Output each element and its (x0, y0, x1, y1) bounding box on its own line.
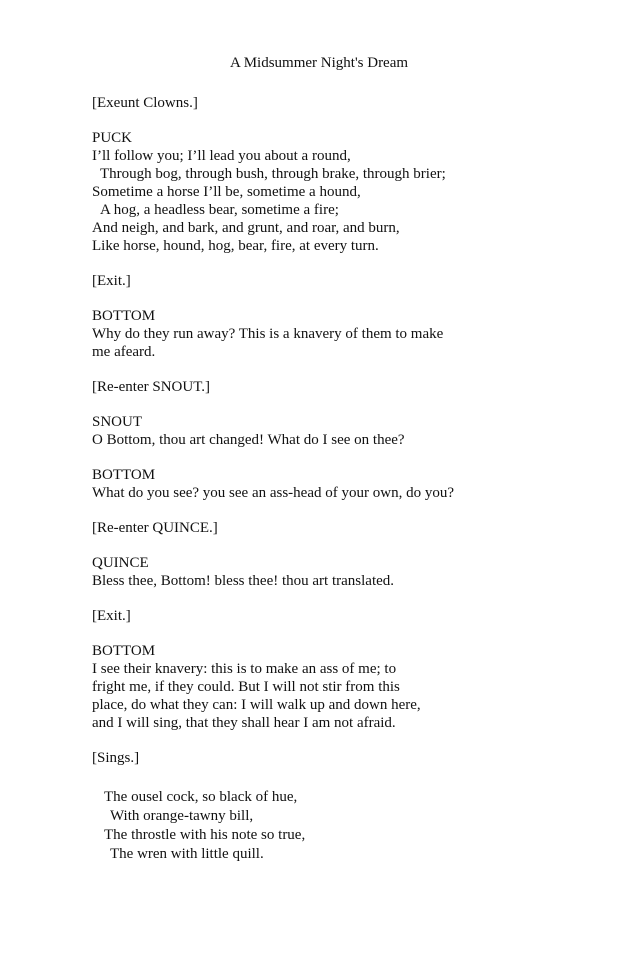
prose-line: O Bottom, thou art changed! What do I see on thee? (92, 432, 405, 448)
text-line: [Sings.] (92, 750, 140, 766)
text-line: [Exit.] (92, 608, 131, 624)
verse-line: A hog, a headless bear, sometime a fire; (100, 202, 339, 218)
speech-bottom (92, 466, 592, 502)
page-title: A Midsummer Night's Dream (229, 55, 409, 71)
speech-puck (92, 129, 592, 255)
text-line: [Exit.] (92, 273, 131, 289)
speaker-name: QUINCE (92, 555, 149, 571)
prose-line: What do you see? you see an ass-head of your own, do you? (92, 485, 454, 501)
stage-direction (92, 272, 592, 290)
verse-line: Through bog, through bush, through brake, through brier; (100, 166, 446, 182)
text-line: [Re-enter QUINCE.] (92, 520, 218, 536)
stage-direction (92, 749, 592, 767)
speaker-name: SNOUT (92, 414, 143, 430)
verse-line: Sometime a horse I’ll be, sometime a hound, (92, 184, 361, 200)
song-line: The wren with little quill. (110, 846, 264, 862)
prose-line: fright me, if they could. But I will not stir from this (92, 679, 400, 695)
text-line: [Exeunt Clowns.] (92, 95, 198, 111)
speaker-name: BOTTOM (92, 467, 156, 483)
verse-line: Like horse, hound, hog, bear, fire, at every turn. (92, 238, 379, 254)
speaker-name: PUCK (92, 130, 133, 146)
verse-line: And neigh, and bark, and grunt, and roar, and burn, (92, 220, 400, 236)
song-line: With orange-tawny bill, (110, 808, 254, 824)
song-line: The ousel cock, so black of hue, (104, 789, 298, 805)
play-text (92, 94, 592, 881)
song-verse (92, 788, 592, 864)
speech-bottom (92, 642, 592, 732)
prose-line: me afeard. (92, 344, 156, 360)
stage-direction (92, 94, 592, 112)
stage-direction (92, 378, 592, 396)
prose-line: I see their knavery: this is to make an ass of me; to (92, 661, 397, 677)
song-line: The throstle with his note so true, (104, 827, 306, 843)
verse-line: I’ll follow you; I’ll lead you about a round, (92, 148, 351, 164)
text-line: [Re-enter SNOUT.] (92, 379, 211, 395)
stage-direction (92, 607, 592, 625)
prose-line: and I will sing, that they shall hear I am not afraid. (92, 715, 396, 731)
prose-line: Why do they run away? This is a knavery of them to make (92, 326, 444, 342)
speaker-name: BOTTOM (92, 643, 156, 659)
speech-quince (92, 554, 592, 590)
prose-line: place, do what they can: I will walk up and down here, (92, 697, 421, 713)
stage-direction (92, 519, 592, 537)
prose-line: Bless thee, Bottom! bless thee! thou art translated. (92, 573, 395, 589)
speech-snout (92, 413, 592, 449)
speech-bottom (92, 307, 592, 361)
speaker-name: BOTTOM (92, 308, 156, 324)
